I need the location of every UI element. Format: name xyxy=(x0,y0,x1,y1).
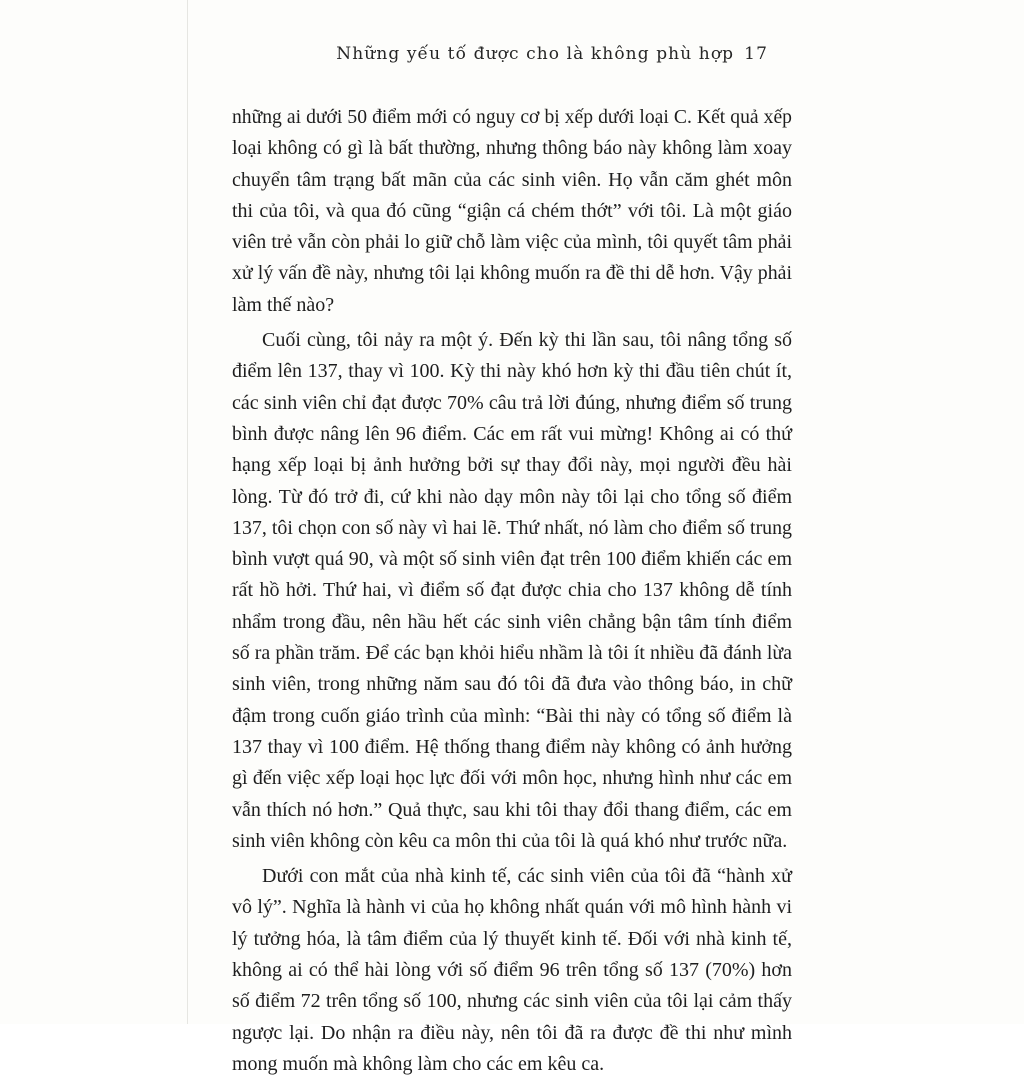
text-line: bình vượt quá 90, và một số sinh viên đạt trên 100 điểm khiến các em xyxy=(232,548,792,571)
text-line: làm thế nào? xyxy=(232,293,335,316)
text-line: vẫn thích nó hơn.” Quả thực, sau khi tôi thay đổi thang điểm, các em xyxy=(232,798,792,821)
text-line: vô lý”. Nghĩa là hành vi của họ không nhất quán với mô hình hành vi xyxy=(232,896,792,919)
text-line: không ai có thể hài lòng với số điểm 96 trên tổng số 137 (70%) hơn xyxy=(232,959,792,982)
text-line: viên trẻ vẫn còn phải lo giữ chỗ làm việc của mình, tôi quyết tâm phải xyxy=(232,231,792,254)
text-line: đậm trong cuốn giáo trình của mình: “Bài thi này có tổng số điểm là xyxy=(232,704,792,727)
text-line: mong muốn mà không làm cho các em kêu ca. xyxy=(232,1052,605,1075)
text-line: lòng. Từ đó trở đi, cứ khi nào dạy môn này tôi lại cho tổng số điểm xyxy=(232,485,792,508)
text-line: chuyển tâm trạng bất mãn của các sinh viên. Họ vẫn căm ghét môn xyxy=(232,168,792,191)
text-line: 137 thay vì 100 điểm. Hệ thống thang điểm này không có ảnh hưởng xyxy=(232,735,792,758)
text-line: lý tưởng hóa, là tâm điểm của lý thuyết kinh tế. Đối với nhà kinh tế, xyxy=(232,927,792,950)
text-line: xử lý vấn đề này, nhưng tôi lại không muốn ra đề thi dễ hơn. Vậy phải xyxy=(232,262,792,285)
text-line: các sinh viên chỉ đạt được 70% câu trả lời đúng, nhưng điểm số trung xyxy=(232,391,792,414)
text-line: sinh viên không còn kêu ca môn thi của tôi là quá khó như trước nữa. xyxy=(232,829,788,852)
text-line: số ra phần trăm. Để các bạn khỏi hiểu nhầm là tôi ít nhiều đã đánh lừa xyxy=(232,642,792,665)
text-line: Cuối cùng, tôi nảy ra một ý. Đến kỳ thi lần sau, tôi nâng tổng số xyxy=(262,329,792,352)
text-line: rất hồ hởi. Thứ hai, vì điểm số đạt được chia cho 137 không dễ tính xyxy=(232,579,792,602)
text-line: gì đến việc xếp loại học lực đối với môn học, nhưng hình như các em xyxy=(232,767,792,790)
text-line: những ai dưới 50 điểm mới có nguy cơ bị xếp dưới loại C. Kết quả xếp xyxy=(232,107,792,128)
text-line: loại không có gì là bất thường, nhưng thông báo này không làm xoay xyxy=(232,137,792,160)
text-line: điểm lên 137, thay vì 100. Kỳ thi này khó hơn kỳ thi đầu tiên chút ít, xyxy=(232,360,792,383)
text-line: bình được nâng lên 96 điểm. Các em rất vui mừng! Không ai có thứ xyxy=(232,422,792,445)
text-line: Dưới con mắt của nhà kinh tế, các sinh viên của tôi đã “hành xử xyxy=(262,865,792,888)
text-line: sinh viên, trong những năm sau đó tôi đã đưa vào thông báo, in chữ xyxy=(232,673,792,696)
text-line: nhẩm trong đầu, nên hầu hết các sinh viên chẳng bận tâm tính điểm xyxy=(232,610,792,633)
chapter-title: Những yếu tố được cho là không phù hợp xyxy=(336,44,735,64)
page-number: 17 xyxy=(744,44,768,64)
text-line: hạng xếp loại bị ảnh hưởng bởi sự thay đổi này, mọi người đều hài xyxy=(232,454,792,477)
text-line: ngược lại. Do nhận ra điều này, nên tôi đã ra được đề thi như mình xyxy=(232,1021,792,1044)
paragraph-3 xyxy=(232,861,792,1080)
paragraph-1 xyxy=(232,102,792,321)
page-edge xyxy=(187,0,188,1024)
running-header xyxy=(336,44,768,64)
body-text xyxy=(232,102,792,1084)
text-line: số điểm 72 trên tổng số 100, nhưng các sinh viên của tôi lại cảm thấy xyxy=(232,990,792,1013)
paragraph-2 xyxy=(232,325,792,857)
text-line: 137, tôi chọn con số này vì hai lẽ. Thứ nhất, nó làm cho điểm số trung xyxy=(232,516,792,539)
text-line: thi của tôi, và qua đó cũng “giận cá chém thớt” với tôi. Là một giáo xyxy=(232,199,792,222)
